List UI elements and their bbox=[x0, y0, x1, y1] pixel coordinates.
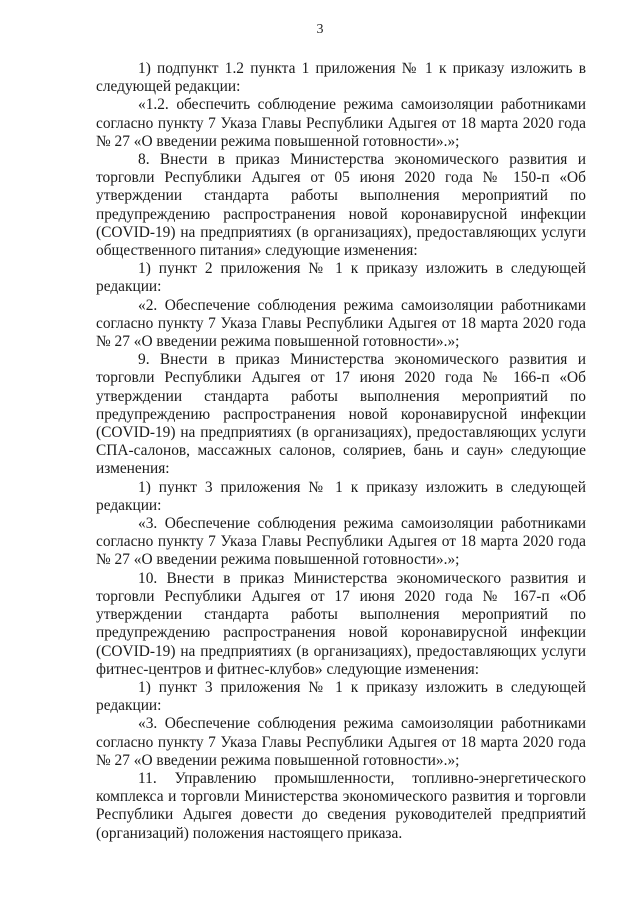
paragraph-amendment-1-2-intro: 1) подпункт 1.2 пункта 1 приложения № 1 к приказу изложить в следующей редакции: bbox=[96, 60, 586, 96]
paragraph-quote-1-2: «1.2. обеспечить соблюдение режима самоизоляции работниками согласно пункту 7 Указа Главы Республики Адыгея от 18 марта 2020 года № 27 «О введении режима повышенной готовности».»; bbox=[96, 96, 586, 150]
paragraph-item-8: 8. Внести в приказ Министерства экономического развития и торговли Республики Адыгея от 05 июня 2020 года № 150-п «Об утверждении стандарта работы выполнения мероприятий по предупреждению распространения новой коронавирусной инфекции (COVID-19) на предприятиях (в организациях), предоставляющих услуги общественного питания» следующие изменения: bbox=[96, 151, 586, 260]
paragraph-quote-3-b: «3. Обеспечение соблюдения режима самоизоляции работниками согласно пункту 7 Указа Главы Республики Адыгея от 18 марта 2020 года № 27 «О введении режима повышенной готовности».»; bbox=[96, 715, 586, 769]
page-number: 3 bbox=[316, 22, 324, 37]
paragraph-item-10: 10. Внести в приказ Министерства экономического развития и торговли Республики Адыгея от 17 июня 2020 года № 167-п «Об утверждении стандарта работы выполнения мероприятий по предупреждению распространения новой коронавирусной инфекции (COVID-19) на предприятиях (в организациях), предоставляющих услуги фитнес-центров и фитнес-клубов» следующие изменения: bbox=[96, 569, 586, 678]
paragraph-item-9: 9. Внести в приказ Министерства экономического развития и торговли Республики Адыгея от 17 июня 2020 года № 166-п «Об утверждении стандарта работы выполнения мероприятий по предупреждению распространения новой коронавирусной инфекции (COVID-19) на предприятиях (в организациях), предоставляющих услуги СПА-салонов, массажных салонов, соляриев, бань и саун» следующие изменения: bbox=[96, 351, 586, 478]
paragraph-item-10-sub-1: 1) пункт 3 приложения № 1 к приказу изложить в следующей редакции: bbox=[96, 678, 586, 715]
paragraph-quote-2: «2. Обеспечение соблюдения режима самоизоляции работниками согласно пункту 7 Указа Главы Республики Адыгея от 18 марта 2020 года № 27 «О введении режима повышенной готовности».»; bbox=[96, 296, 586, 351]
paragraph-item-8-sub-1: 1) пункт 2 приложения № 1 к приказу изложить в следующей редакции: bbox=[96, 260, 586, 296]
paragraph-item-11: 11. Управлению промышленности, топливно-энергетического комплекса и торговли Министерства экономического развития и торговли Республики Адыгея довести до сведения руководителей предприятий (организаций) положения настоящего приказа. bbox=[96, 769, 586, 842]
paragraph-item-9-sub-1: 1) пункт 3 приложения № 1 к приказу изложить в следующей редакции: bbox=[96, 478, 586, 514]
paragraph-quote-3-a: «3. Обеспечение соблюдения режима самоизоляции работниками согласно пункту 7 Указа Главы Республики Адыгея от 18 марта 2020 года № 27 «О введении режима повышенной готовности».»; bbox=[96, 515, 586, 569]
document-body bbox=[96, 60, 586, 843]
